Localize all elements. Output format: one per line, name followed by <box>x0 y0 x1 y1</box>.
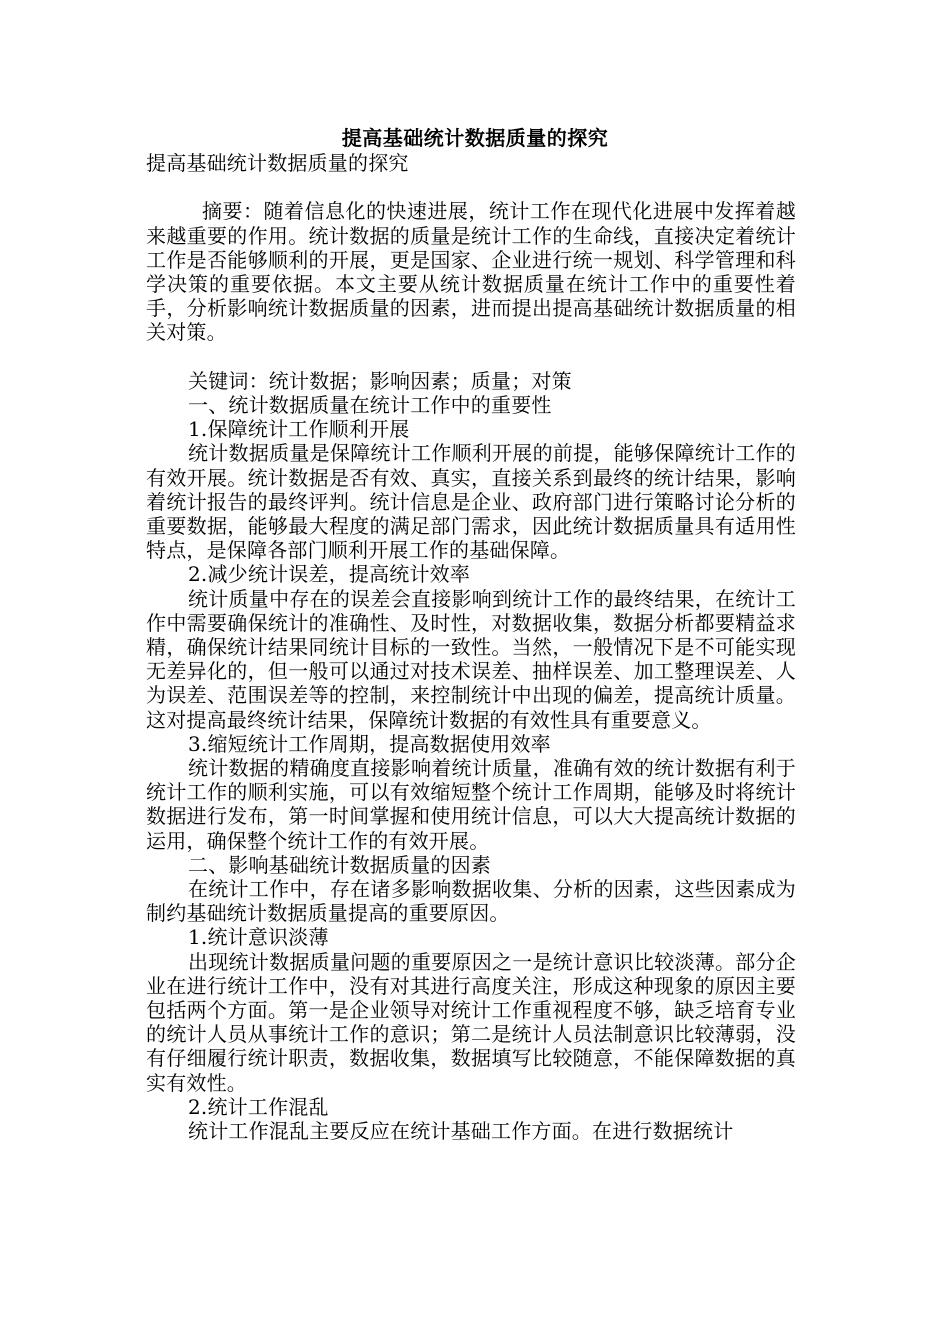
section-heading-2: 二、影响基础统计数据质量的因素 <box>188 852 491 877</box>
keywords-line: 关键词：统计数据；影响因素；质量；对策 <box>188 368 572 393</box>
paragraph-2-2: 统计工作混乱主要反应在统计基础工作方面。在进行数据统计 <box>188 1119 734 1144</box>
blank-line <box>146 175 796 199</box>
paragraph-1-1: 统计数据质量是保障统计工作顺利开展的前提，能够保障统计工作的有效开展。统计数据是否有效、真实，直接关系到最终的统计结果，影响着统计报告的最终评判。统计信息是企业、政府部门进行策略讨论分析的重要数据，能够最大程度的满足部门需求，因此统计数据质量具有适用性特点，是保障各部门顺利开展工作的基础保障。 <box>146 441 796 563</box>
subsection-heading-2-2: 2.统计工作混乱 <box>188 1094 329 1119</box>
subsection-heading-1-2: 2.减少统计误差，提高统计效率 <box>188 562 471 587</box>
paragraph-2-intro: 在统计工作中，存在诸多影响数据收集、分析的因素，这些因素成为制约基础统计数据质量提高的重要原因。 <box>146 877 796 926</box>
abstract-paragraph: 摘要：随着信息化的快速进展，统计工作在现代化进展中发挥着越来越重要的作用。统计数据的质量是统计工作的生命线，直接决定着统计工作是否能够顺利的开展，更是国家、企业进行统一规划、科学管理和科学决策的重要依据。本文主要从统计数据质量在统计工作中的重要性着手，分析影响统计数据质量的因素，进而提出提高基础统计数据质量的相关对策。 <box>146 199 796 345</box>
subsection-heading-1-3: 3.缩短统计工作周期，提高数据使用效率 <box>188 731 551 756</box>
paragraph-1-3: 统计数据的精确度直接影响着统计质量，准确有效的统计数据有利于统计工作的顺利实施，可以有效缩短整个统计工作周期，能够及时将统计数据进行发布，第一时间掌握和使用统计信息，可以大大提高统计数据的运用，确保整个统计工作的有效开展。 <box>146 756 796 853</box>
document-subtitle: 提高基础统计数据质量的探究 <box>146 151 409 175</box>
document-body <box>146 151 796 1143</box>
subsection-heading-2-1: 1.统计意识淡薄 <box>188 925 329 950</box>
paragraph-2-1: 出现统计数据质量问题的重要原因之一是统计意识比较淡薄。部分企业在进行统计工作中，没有对其进行高度关注，形成这种现象的原因主要包括两个方面。第一是企业领导对统计工作重视程度不够，缺乏培育专业的统计人员从事统计工作的意识；第二是统计人员法制意识比较薄弱，没有仔细履行统计职责，数据收集，数据填写比较随意，不能保障数据的真实有效性。 <box>146 949 796 1095</box>
document-title: 提高基础统计数据质量的探究 <box>341 126 609 150</box>
subsection-heading-1-1: 1.保障统计工作顺利开展 <box>188 417 410 442</box>
blank-line <box>146 345 796 369</box>
section-heading-1: 一、统计数据质量在统计工作中的重要性 <box>188 393 552 417</box>
paragraph-1-2: 统计质量中存在的误差会直接影响到统计工作的最终结果，在统计工作中需要确保统计的准确性、及时性，对数据收集，数据分析都要精益求精，确保统计结果同统计目标的一致性。当然，一般情况下是不可能实现无差异化的，但一般可以通过对技术误差、抽样误差、加工整理误差、人为误差、范围误差等的控制，来控制统计中出现的偏差，提高统计质量。这对提高最终统计结果，保障统计数据的有效性具有重要意义。 <box>146 586 796 732</box>
